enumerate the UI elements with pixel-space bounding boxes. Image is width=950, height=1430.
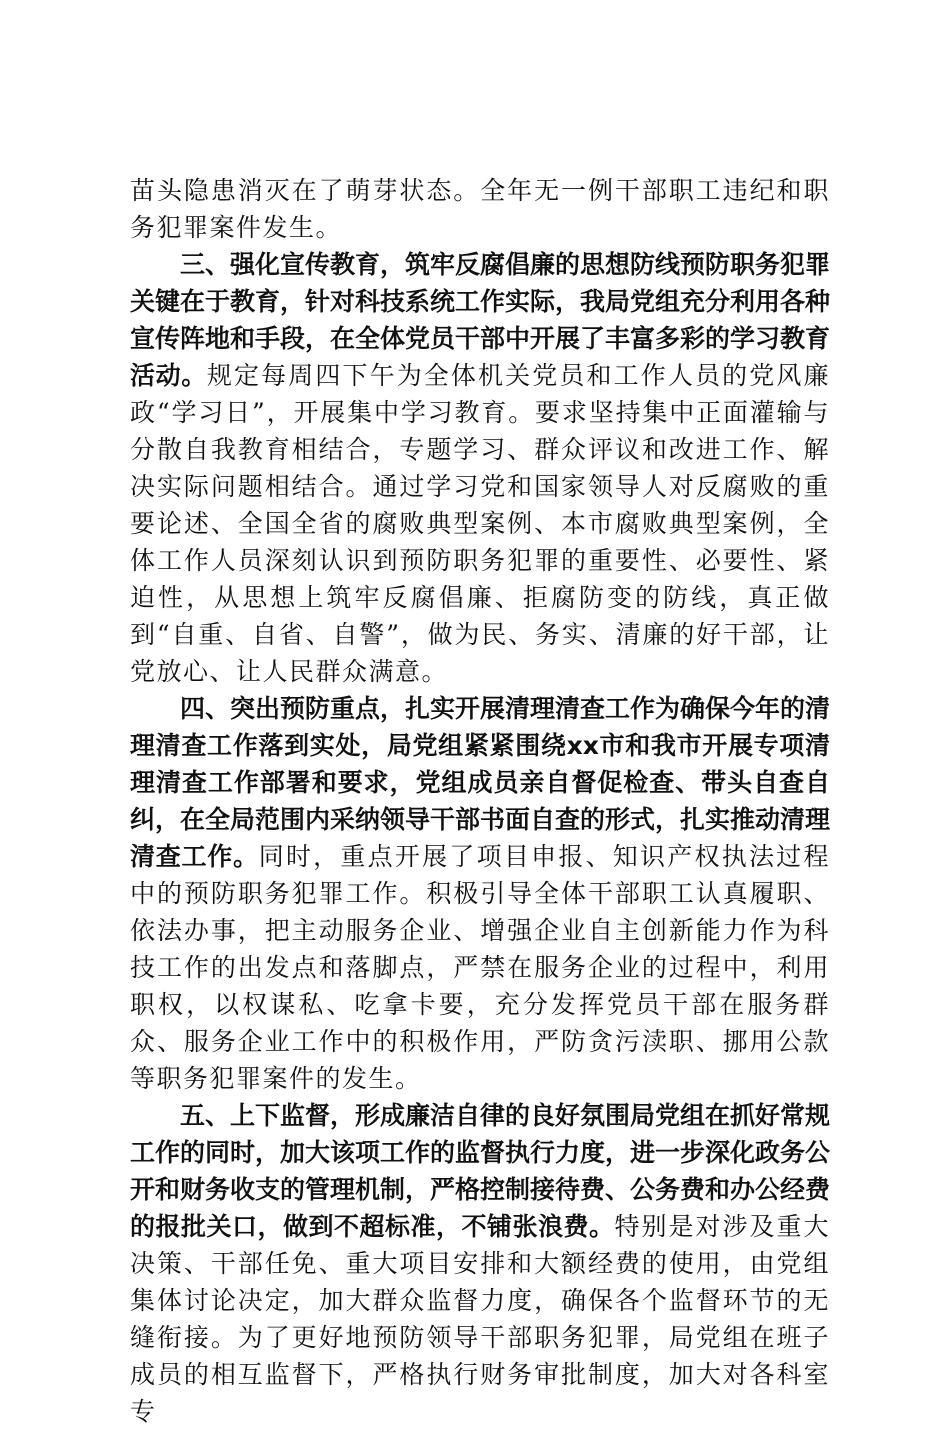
paragraph-text: 苗头隐患消灭在了萌芽状态。全年无一例干部职工违纪和职务犯罪案件发生。 (130, 176, 830, 242)
paragraph-section-3 (130, 246, 830, 690)
paragraph-text: 特别是对涉及重大决策、干部任免、重大项目安排和大额经费的使用，由党组集体讨论决定，加大群众监督力度，确保各个监督环节的无缝衔接。为了更好地预防领导干部职务犯罪，局党组在班子成员的相互监督下，严格执行财务审批制度，加大对各科室专 (130, 1212, 830, 1426)
paragraph-section-4 (130, 690, 830, 1097)
paragraph-continuation (130, 172, 830, 246)
paragraph-section-5 (130, 1097, 830, 1430)
section-heading: 五、上下监督，形成廉洁自律的良好氛围局党组在抓好常规工作的同时，加大该项工作的监督执行力度，进一步深化政务公开和财务收支的管理机制，严格控制接待费、公务费和办公经费的报批关口，做到不超标准，不铺张浪费。 (130, 1101, 831, 1241)
section-heading: 三、强化宣传教育，筑牢反腐倡廉的思想防线预防职务犯罪关键在于教育，针对科技系统工作实际，我局党组充分利用各种宣传阵地和手段，在全体党员干部中开展了丰富多彩的学习教育活动。 (130, 250, 831, 390)
document-body (130, 172, 830, 1430)
section-heading: 四、突出预防重点，扎实开展清理清查工作为确保今年的清理清查工作落到实处，局党组紧紧围绕xx市和我市开展专项清理清查工作部署和要求，党组成员亲自督促检查、带头自查自纠，在全局范围内采纳领导干部书面自查的形式，扎实推动清理清查工作。 (130, 694, 831, 871)
paragraph-text: 同时，重点开展了项目申报、知识产权执法过程中的预防职务犯罪工作。积极引导全体干部职工认真履职、依法办事，把主动服务企业、增强企业自主创新能力作为科技工作的出发点和落脚点，严禁在服务企业的过程中，利用职权，以权谋私、吃拿卡要，充分发挥党员干部在服务群众、服务企业工作中的积极作用，严防贪污渎职、挪用公款等职务犯罪案件的发生。 (130, 842, 830, 1093)
paragraph-text: 规定每周四下午为全体机关党员和工作人员的党风廉政“学习日”，开展集中学习教育。要求坚持集中正面灌输与分散自我教育相结合，专题学习、群众评议和改进工作、解决实际问题相结合。通过学习党和国家领导人对反腐败的重要论述、全国全省的腐败典型案例、本市腐败典型案例，全体工作人员深刻认识到预防职务犯罪的重要性、必要性、紧迫性，从思想上筑牢反腐倡廉、拒腐防变的防线，真正做到“自重、自省、自警”，做为民、务实、清廉的好干部，让党放心、让人民群众满意。 (130, 361, 830, 686)
